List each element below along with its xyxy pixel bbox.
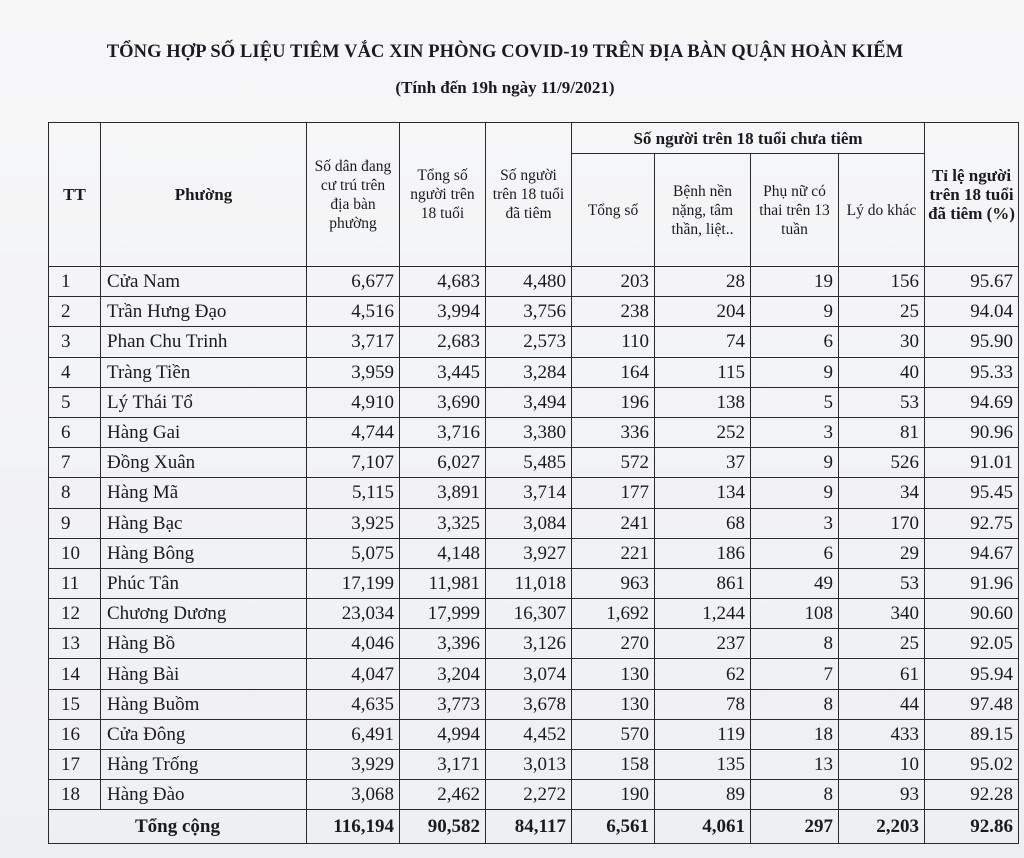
cell-tt: 9 xyxy=(49,508,101,538)
cell-tong-so: 110 xyxy=(572,327,655,357)
header-ti-le: Tỉ lệ người trên 18 tuổi đã tiêm (%) xyxy=(925,123,1019,267)
total-ly-do: 2,203 xyxy=(839,810,925,844)
cell-phu-nu: 49 xyxy=(751,568,839,598)
cell-phu-nu: 108 xyxy=(751,599,839,629)
cell-da-tiem: 5,485 xyxy=(486,448,572,478)
header-tong-18: Tổng số người trên 18 tuổi xyxy=(400,123,486,267)
table-row xyxy=(49,750,1019,780)
cell-tong-18: 4,994 xyxy=(400,719,486,749)
cell-tong-so: 241 xyxy=(572,508,655,538)
cell-tong-18: 6,027 xyxy=(400,448,486,478)
table-row xyxy=(49,689,1019,719)
cell-phu-nu: 6 xyxy=(751,538,839,568)
document-title: TỔNG HỢP SỐ LIỆU TIÊM VẮC XIN PHÒNG COVID-19 TRÊN ĐỊA BÀN QUẬN HOÀN KIẾM xyxy=(106,42,904,62)
cell-tong-18: 3,204 xyxy=(400,659,486,689)
cell-ti-le: 94.69 xyxy=(925,387,1019,417)
table-row xyxy=(49,478,1019,508)
cell-tong-so: 203 xyxy=(572,267,655,297)
cell-ti-le: 90.60 xyxy=(925,599,1019,629)
cell-so-dan: 3,717 xyxy=(307,327,400,357)
cell-tong-so: 572 xyxy=(572,448,655,478)
cell-da-tiem: 3,013 xyxy=(486,750,572,780)
cell-tt: 2 xyxy=(49,297,101,327)
total-phu-nu: 297 xyxy=(751,810,839,844)
cell-phu-nu: 7 xyxy=(751,659,839,689)
cell-ti-le: 91.01 xyxy=(925,448,1019,478)
cell-da-tiem: 11,018 xyxy=(486,568,572,598)
cell-ti-le: 92.05 xyxy=(925,629,1019,659)
header-benh-nen: Bệnh nền nặng, tâm thần, liệt.. xyxy=(655,154,751,267)
cell-tong-18: 2,462 xyxy=(400,780,486,810)
cell-so-dan: 3,925 xyxy=(307,508,400,538)
cell-so-dan: 23,034 xyxy=(307,599,400,629)
cell-phu-nu: 9 xyxy=(751,297,839,327)
cell-ti-le: 95.33 xyxy=(925,357,1019,387)
cell-benh-nen: 78 xyxy=(655,689,751,719)
cell-so-dan: 5,115 xyxy=(307,478,400,508)
cell-phu-nu: 8 xyxy=(751,689,839,719)
cell-tong-so: 130 xyxy=(572,689,655,719)
cell-tong-so: 1,692 xyxy=(572,599,655,629)
table-row xyxy=(49,629,1019,659)
cell-tong-18: 3,690 xyxy=(400,387,486,417)
cell-ly-do: 53 xyxy=(839,387,925,417)
cell-ly-do: 93 xyxy=(839,780,925,810)
cell-benh-nen: 62 xyxy=(655,659,751,689)
cell-tt: 6 xyxy=(49,417,101,447)
cell-so-dan: 4,047 xyxy=(307,659,400,689)
cell-tong-18: 4,683 xyxy=(400,267,486,297)
cell-phu-nu: 9 xyxy=(751,478,839,508)
header-group-chua-tiem: Số người trên 18 tuổi chưa tiêm xyxy=(572,123,925,154)
cell-tong-so: 238 xyxy=(572,297,655,327)
cell-tong-18: 3,396 xyxy=(400,629,486,659)
cell-tong-18: 3,171 xyxy=(400,750,486,780)
cell-ti-le: 94.67 xyxy=(925,538,1019,568)
cell-phu-nu: 9 xyxy=(751,357,839,387)
cell-phuong: Cửa Đông xyxy=(101,719,307,749)
cell-phuong: Hàng Đào xyxy=(101,780,307,810)
cell-phuong: Hàng Bài xyxy=(101,659,307,689)
cell-phuong: Cửa Nam xyxy=(101,267,307,297)
cell-so-dan: 4,046 xyxy=(307,629,400,659)
cell-so-dan: 5,075 xyxy=(307,538,400,568)
cell-tt: 3 xyxy=(49,327,101,357)
cell-benh-nen: 119 xyxy=(655,719,751,749)
cell-da-tiem: 3,927 xyxy=(486,538,572,568)
cell-tong-18: 3,325 xyxy=(400,508,486,538)
cell-ly-do: 40 xyxy=(839,357,925,387)
cell-tt: 10 xyxy=(49,538,101,568)
cell-tong-18: 11,981 xyxy=(400,568,486,598)
cell-phuong: Chương Dương xyxy=(101,599,307,629)
cell-phu-nu: 9 xyxy=(751,448,839,478)
cell-ly-do: 81 xyxy=(839,417,925,447)
cell-da-tiem: 2,573 xyxy=(486,327,572,357)
cell-ly-do: 340 xyxy=(839,599,925,629)
cell-phuong: Hàng Gai xyxy=(101,417,307,447)
cell-da-tiem: 3,756 xyxy=(486,297,572,327)
header-ly-do-khac: Lý do khác xyxy=(839,154,925,267)
table-row xyxy=(49,297,1019,327)
cell-ti-le: 92.28 xyxy=(925,780,1019,810)
cell-so-dan: 3,929 xyxy=(307,750,400,780)
cell-ly-do: 156 xyxy=(839,267,925,297)
cell-da-tiem: 2,272 xyxy=(486,780,572,810)
vaccination-table xyxy=(48,122,1019,844)
cell-tt: 12 xyxy=(49,599,101,629)
cell-da-tiem: 4,452 xyxy=(486,719,572,749)
cell-so-dan: 7,107 xyxy=(307,448,400,478)
cell-tong-so: 177 xyxy=(572,478,655,508)
table-row xyxy=(49,719,1019,749)
cell-ly-do: 61 xyxy=(839,659,925,689)
document-subtitle: (Tính đến 19h ngày 11/9/2021) xyxy=(395,78,615,97)
total-label: Tổng cộng xyxy=(49,810,307,844)
cell-phuong: Hàng Mã xyxy=(101,478,307,508)
cell-so-dan: 4,744 xyxy=(307,417,400,447)
cell-tt: 1 xyxy=(49,267,101,297)
total-tong-18: 90,582 xyxy=(400,810,486,844)
cell-so-dan: 4,516 xyxy=(307,297,400,327)
cell-benh-nen: 861 xyxy=(655,568,751,598)
cell-da-tiem: 3,126 xyxy=(486,629,572,659)
cell-ti-le: 95.94 xyxy=(925,659,1019,689)
table-row xyxy=(49,448,1019,478)
cell-da-tiem: 3,074 xyxy=(486,659,572,689)
cell-benh-nen: 115 xyxy=(655,357,751,387)
cell-so-dan: 3,959 xyxy=(307,357,400,387)
cell-benh-nen: 252 xyxy=(655,417,751,447)
cell-tong-so: 570 xyxy=(572,719,655,749)
cell-ly-do: 526 xyxy=(839,448,925,478)
cell-benh-nen: 204 xyxy=(655,297,751,327)
cell-tong-18: 3,994 xyxy=(400,297,486,327)
cell-tt: 13 xyxy=(49,629,101,659)
cell-so-dan: 17,199 xyxy=(307,568,400,598)
header-row-group xyxy=(49,123,1019,154)
cell-phuong: Hàng Bạc xyxy=(101,508,307,538)
cell-da-tiem: 3,380 xyxy=(486,417,572,447)
total-row xyxy=(49,810,1019,844)
cell-benh-nen: 138 xyxy=(655,387,751,417)
cell-tt: 4 xyxy=(49,357,101,387)
cell-ly-do: 25 xyxy=(839,297,925,327)
header-da-tiem: Số người trên 18 tuổi đã tiêm xyxy=(486,123,572,267)
cell-ti-le: 95.02 xyxy=(925,750,1019,780)
total-da-tiem: 84,117 xyxy=(486,810,572,844)
table-row xyxy=(49,417,1019,447)
cell-ti-le: 89.15 xyxy=(925,719,1019,749)
header-phuong: Phường xyxy=(101,123,307,267)
cell-da-tiem: 3,494 xyxy=(486,387,572,417)
cell-phu-nu: 19 xyxy=(751,267,839,297)
cell-ly-do: 44 xyxy=(839,689,925,719)
cell-phu-nu: 5 xyxy=(751,387,839,417)
total-so-dan: 116,194 xyxy=(307,810,400,844)
total-tong-so: 6,561 xyxy=(572,810,655,844)
cell-tt: 5 xyxy=(49,387,101,417)
cell-ly-do: 53 xyxy=(839,568,925,598)
cell-benh-nen: 28 xyxy=(655,267,751,297)
cell-da-tiem: 3,678 xyxy=(486,689,572,719)
cell-ti-le: 95.45 xyxy=(925,478,1019,508)
cell-da-tiem: 3,714 xyxy=(486,478,572,508)
table-row xyxy=(49,599,1019,629)
cell-phu-nu: 18 xyxy=(751,719,839,749)
cell-ti-le: 90.96 xyxy=(925,417,1019,447)
table-row xyxy=(49,568,1019,598)
cell-tong-so: 221 xyxy=(572,538,655,568)
cell-phu-nu: 6 xyxy=(751,327,839,357)
cell-tong-so: 164 xyxy=(572,357,655,387)
cell-ti-le: 92.75 xyxy=(925,508,1019,538)
cell-benh-nen: 237 xyxy=(655,629,751,659)
cell-phuong: Trần Hưng Đạo xyxy=(101,297,307,327)
table-row xyxy=(49,659,1019,689)
cell-benh-nen: 1,244 xyxy=(655,599,751,629)
cell-da-tiem: 16,307 xyxy=(486,599,572,629)
table-row xyxy=(49,780,1019,810)
cell-so-dan: 4,910 xyxy=(307,387,400,417)
cell-ly-do: 29 xyxy=(839,538,925,568)
cell-ti-le: 94.04 xyxy=(925,297,1019,327)
cell-phuong: Lý Thái Tổ xyxy=(101,387,307,417)
cell-tt: 14 xyxy=(49,659,101,689)
cell-tong-so: 158 xyxy=(572,750,655,780)
cell-phuong: Tràng Tiền xyxy=(101,357,307,387)
cell-tong-18: 3,773 xyxy=(400,689,486,719)
cell-so-dan: 4,635 xyxy=(307,689,400,719)
cell-phuong: Đồng Xuân xyxy=(101,448,307,478)
cell-ly-do: 10 xyxy=(839,750,925,780)
cell-phu-nu: 13 xyxy=(751,750,839,780)
cell-tt: 15 xyxy=(49,689,101,719)
cell-tt: 18 xyxy=(49,780,101,810)
cell-ti-le: 97.48 xyxy=(925,689,1019,719)
cell-tt: 17 xyxy=(49,750,101,780)
cell-benh-nen: 74 xyxy=(655,327,751,357)
cell-tt: 16 xyxy=(49,719,101,749)
cell-tong-so: 190 xyxy=(572,780,655,810)
cell-da-tiem: 3,084 xyxy=(486,508,572,538)
cell-tong-18: 3,891 xyxy=(400,478,486,508)
cell-phuong: Hàng Trống xyxy=(101,750,307,780)
cell-tong-so: 270 xyxy=(572,629,655,659)
cell-phuong: Hàng Bồ xyxy=(101,629,307,659)
header-so-dan: Số dân đang cư trú trên địa bàn phường xyxy=(307,123,400,267)
table-row xyxy=(49,538,1019,568)
cell-benh-nen: 135 xyxy=(655,750,751,780)
cell-phu-nu: 3 xyxy=(751,508,839,538)
cell-tong-so: 130 xyxy=(572,659,655,689)
cell-da-tiem: 3,284 xyxy=(486,357,572,387)
cell-so-dan: 6,491 xyxy=(307,719,400,749)
cell-tt: 11 xyxy=(49,568,101,598)
cell-benh-nen: 37 xyxy=(655,448,751,478)
cell-ti-le: 95.67 xyxy=(925,267,1019,297)
cell-phu-nu: 8 xyxy=(751,780,839,810)
cell-ly-do: 25 xyxy=(839,629,925,659)
table-body xyxy=(49,267,1019,810)
cell-phu-nu: 3 xyxy=(751,417,839,447)
cell-benh-nen: 68 xyxy=(655,508,751,538)
cell-phuong: Phan Chu Trinh xyxy=(101,327,307,357)
cell-ly-do: 34 xyxy=(839,478,925,508)
cell-tong-18: 4,148 xyxy=(400,538,486,568)
cell-benh-nen: 186 xyxy=(655,538,751,568)
cell-phuong: Hàng Bông xyxy=(101,538,307,568)
cell-benh-nen: 134 xyxy=(655,478,751,508)
cell-tong-18: 2,683 xyxy=(400,327,486,357)
cell-tong-18: 17,999 xyxy=(400,599,486,629)
cell-so-dan: 6,677 xyxy=(307,267,400,297)
header-tt: TT xyxy=(49,123,101,267)
cell-tt: 7 xyxy=(49,448,101,478)
table-row xyxy=(49,387,1019,417)
cell-phuong: Phúc Tân xyxy=(101,568,307,598)
cell-ly-do: 30 xyxy=(839,327,925,357)
cell-so-dan: 3,068 xyxy=(307,780,400,810)
table-row xyxy=(49,357,1019,387)
cell-phuong: Hàng Buồm xyxy=(101,689,307,719)
header-phu-nu: Phụ nữ có thai trên 13 tuần xyxy=(751,154,839,267)
total-benh-nen: 4,061 xyxy=(655,810,751,844)
cell-phu-nu: 8 xyxy=(751,629,839,659)
cell-da-tiem: 4,480 xyxy=(486,267,572,297)
cell-tong-18: 3,716 xyxy=(400,417,486,447)
cell-tong-so: 963 xyxy=(572,568,655,598)
cell-tt: 8 xyxy=(49,478,101,508)
cell-ti-le: 95.90 xyxy=(925,327,1019,357)
total-ti-le: 92.86 xyxy=(925,810,1019,844)
cell-ly-do: 170 xyxy=(839,508,925,538)
cell-ti-le: 91.96 xyxy=(925,568,1019,598)
cell-tong-so: 196 xyxy=(572,387,655,417)
cell-tong-so: 336 xyxy=(572,417,655,447)
cell-ly-do: 433 xyxy=(839,719,925,749)
cell-tong-18: 3,445 xyxy=(400,357,486,387)
table-row xyxy=(49,327,1019,357)
table-row xyxy=(49,267,1019,297)
header-tong-so: Tổng số xyxy=(572,154,655,267)
cell-benh-nen: 89 xyxy=(655,780,751,810)
table-row xyxy=(49,508,1019,538)
